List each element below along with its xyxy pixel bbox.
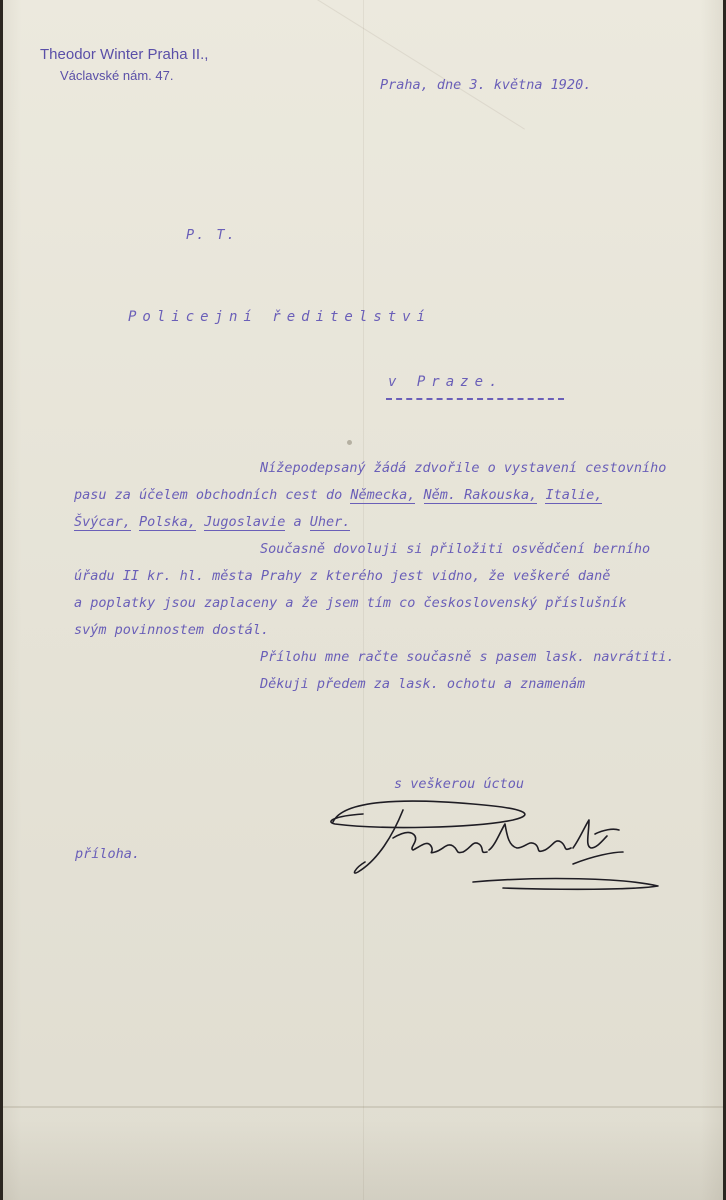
body-text: [415, 487, 423, 503]
handwritten-signature: [323, 790, 673, 900]
body-line: svým povinnostem dostál.: [74, 622, 270, 638]
letterhead-name: Theodor Winter Praha II.,: [40, 46, 209, 63]
body-line: [74, 482, 714, 509]
body-line: Současně dovoluji si přiložiti osvědčení berního: [260, 541, 651, 557]
body-line: Přílohu mne račte současně s pasem lask. navrátiti.: [260, 649, 675, 665]
paper-fold-horizontal: [3, 1106, 723, 1108]
country-austria: Něm. Rakouska,: [423, 487, 538, 503]
body-text: pasu za účelem obchodních cest do: [74, 487, 351, 503]
letterhead-stamp: [40, 44, 208, 86]
paper-spot: [347, 440, 352, 445]
country-switzerland: Švýcar,: [74, 514, 131, 530]
country-hungary: Uher.: [309, 514, 351, 530]
letter-body: [74, 455, 714, 698]
body-line: [74, 509, 714, 536]
body-line: a poplatky jsou zaplaceny a že jsem tím co československý příslušník: [74, 595, 627, 611]
recipient-name: Policejní ředitelství: [128, 309, 432, 325]
body-text: a: [285, 514, 310, 530]
country-italy: Italie,: [545, 487, 603, 503]
city-underline: [386, 398, 564, 400]
country-poland: Polska,: [139, 514, 196, 530]
letter-date: Praha, dne 3. května 1920.: [380, 77, 592, 93]
enclosure-note: příloha.: [75, 846, 141, 862]
body-line: Děkuji předem za lask. ochotu a znamenám: [260, 676, 586, 692]
body-line: Nížepodepsaný žádá zdvořile o vystavení cestovního: [260, 460, 667, 476]
country-germany: Německa,: [350, 487, 416, 503]
country-yugoslavia: Jugoslavie: [204, 514, 286, 530]
body-line: úřadu II kr. hl. města Prahy z kterého jest vidno, že veškeré daně: [74, 568, 611, 584]
paper-crease: [253, 0, 525, 130]
letter-page: [3, 0, 723, 1200]
salutation: P. T.: [186, 227, 237, 243]
letterhead-address: Václavské nám. 47.: [60, 68, 174, 83]
recipient-city: v Praze.: [388, 374, 504, 390]
closing-phrase: s veškerou úctou: [394, 776, 525, 792]
paper-wear: [3, 1120, 723, 1200]
